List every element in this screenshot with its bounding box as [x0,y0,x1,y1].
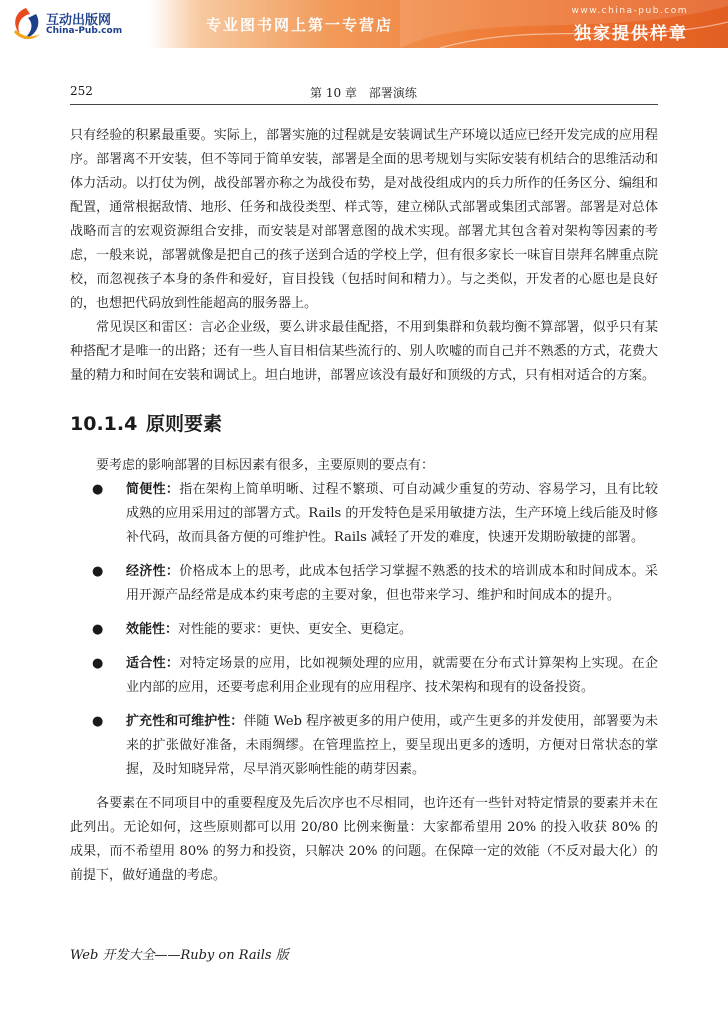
bullet-icon: ● [92,564,104,579]
list-item [70,560,658,608]
bullet-term: 效能性： [126,622,179,637]
bullet-icon: ● [92,656,104,671]
section-heading [70,404,658,444]
bullet-icon: ● [92,622,104,637]
list-item [70,478,658,550]
china-pub-logo-mark-icon [6,4,46,44]
running-header [70,82,658,105]
bullet-text: 对性能的要求：更快、更安全、更稳定。 [178,622,413,637]
list-item [70,618,658,642]
banner-exclusive-sample: 独家提供样章 [574,24,688,44]
principles-list [70,478,658,782]
bullet-text: 指在架构上简单明晰、过程不繁琐、可自动减少重复的劳动、容易学习，且有比较成熟的应用采用过的部署方式。Rails 的开发特色是采用敏捷方法，生产环境上线后能及时修补代码，故而具备方便的可维护性。Rails 减轻了开发的难度，快速开发期盼敏捷的部署。 [126,482,658,545]
list-item [70,710,658,782]
bullet-term: 适合性： [126,656,180,671]
logo-title: 互动出版网 [46,13,112,28]
bullet-text: 伴随 Web 程序被更多的用户使用，或产生更多的并发使用，部署要为未来的扩张做好准备，未雨绸缪。在管理监控上，要呈现出更多的透明，方便对日常状态的掌握，及时知晓异常，尽早消灭影响性能的萌芽因素。 [126,714,658,777]
paragraph-summary: 各要素在不同项目中的重要程度及先后次序也不尽相同，也许还有一些针对特定情景的要素并未在此列出。无论如何，这些原则都可以用 20/80 比例来衡量：大家都希望用 20% 的投入收获 80% 的成果，而不希望用 80% 的努力和投资，只解决 20% 的问题。在保障一定的效能（不反对最大化）的前提下，做好通盘的考虑。 [70,796,658,883]
bullet-text: 价格成本上的思考，此成本包括学习掌握不熟悉的技术的培训成本和时间成本。采用开源产品经常是成本约束考虑的主要对象，但也带来学习、维护和时间成本的提升。 [126,564,658,603]
bullet-term: 经济性： [126,564,180,579]
banner-slogan: 专业图书网上第一专营店 [206,16,394,34]
banner-url[interactable]: www.china-pub.com [571,6,688,16]
bullet-icon: ● [92,482,104,497]
page-content [70,124,658,888]
top-banner [0,0,728,48]
footer-book-title: Web 开发大全——Ruby on Rails 版 [70,948,289,963]
paragraph-deployment-overview: 只有经验的积累最重要。实际上，部署实施的过程就是安装调试生产环境以适应已经开发完成的应用程序。部署离不开安装，但不等同于简单安装，部署是全面的思考规划与实际安装有机结合的思维活动和体力活动。以打仗为例，战役部署亦称之为战役布势，是对战役组成内的兵力所作的任务区分、编组和配置，通常根据敌情、地形、任务和战役类型、样式等，建立梯队式部署或集团式部署。部署是对总体战略而言的宏观资源组合安排，而安装是对部署意图的战术实现。部署尤其包含着对架构等因素的考虑，一般来说，部署就像是把自己的孩子送到合适的学校上学，但有很多家长一味盲目崇拜名牌重点院校，而忽视孩子本身的条件和爱好，盲目投钱（包括时间和精力）。与之类似，开发者的心愿也是良好的，也想把代码放到性能超高的服务器上。 [70,128,658,311]
paragraph-common-pitfalls: 常见误区和雷区：言必企业级，要么讲求最佳配搭，不用到集群和负载均衡不算部署，似乎只有某种搭配才是唯一的出路；还有一些人盲目相信某些流行的、别人吹嘘的而自己并不熟悉的方式，花费大量的精力和时间在安装和调试上。坦白地讲，部署应该没有最好和顶级的方式，只有相对适合的方案。 [70,320,658,383]
section-number: 10.1.4 [70,413,138,435]
section-title: 原则要素 [146,413,223,435]
chapter-title: 第 10 章 部署演练 [310,86,417,100]
logo-subtitle: China-Pub.com [46,26,123,36]
list-item [70,652,658,700]
bullet-text: 对特定场景的应用，比如视频处理的应用，就需要在分布式计算架构上实现。在企业内部的应用，还要考虑利用企业现有的应用程序、技术架构和现有的设备投资。 [126,656,658,695]
bullet-term: 扩充性和可维护性： [126,714,244,729]
china-pub-logo[interactable] [6,4,156,44]
bullet-icon: ● [92,714,104,729]
page-number: 252 [70,84,93,98]
bullet-term: 简便性： [126,482,180,497]
principles-intro: 要考虑的影响部署的目标因素有很多，主要原则的要点有： [96,458,435,473]
